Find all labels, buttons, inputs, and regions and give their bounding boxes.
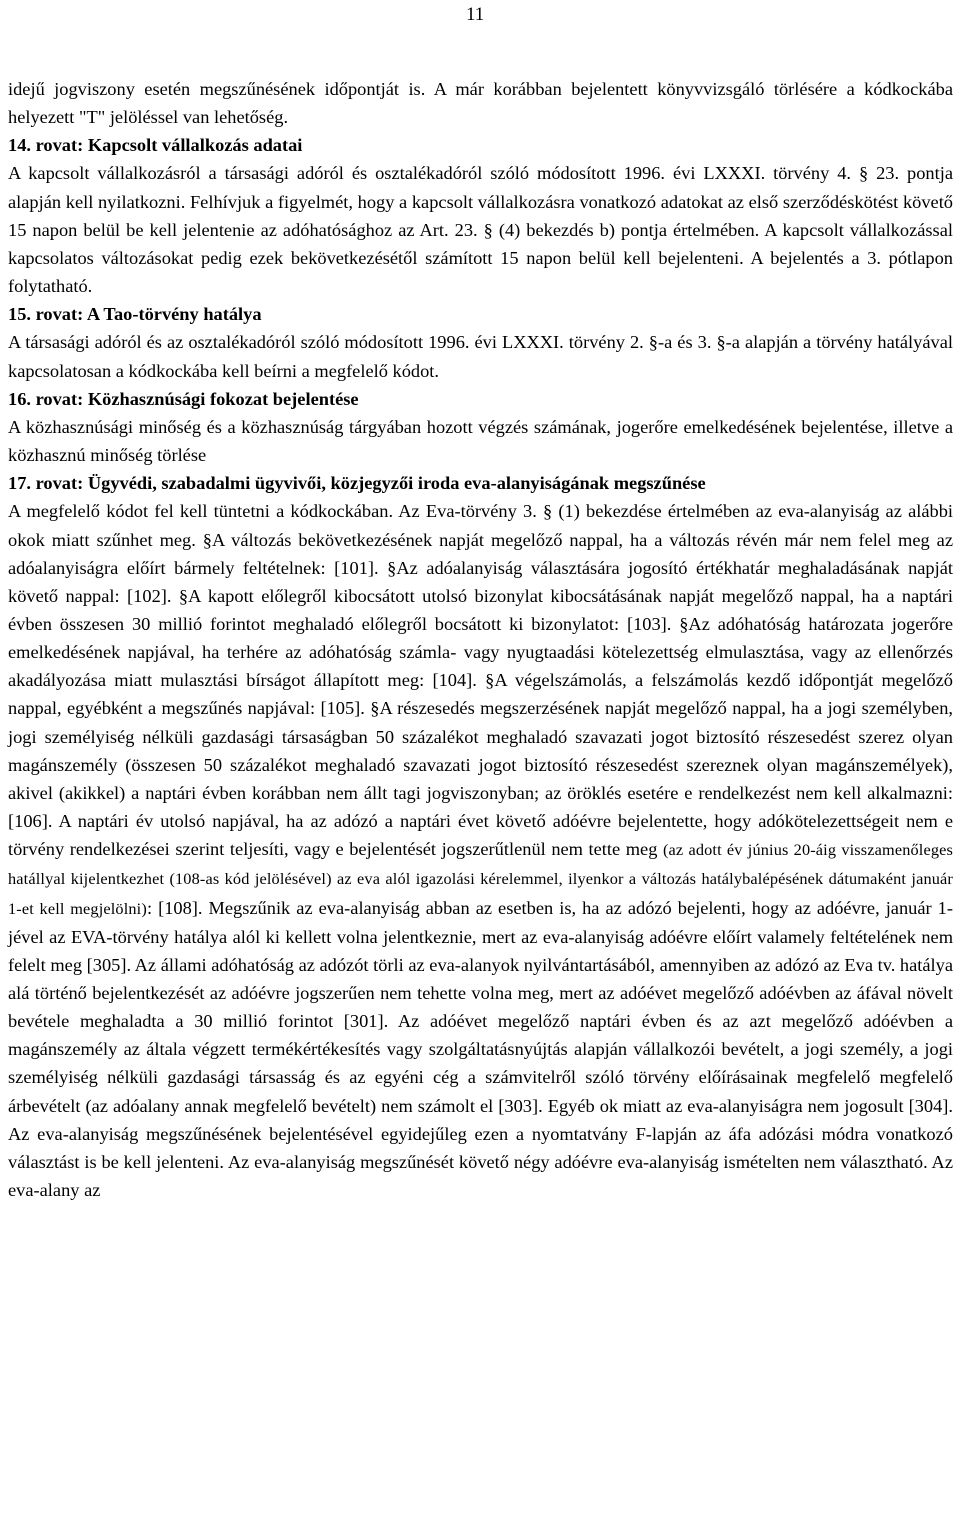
section-body-17-part-1: A megfelelő kódot fel kell tüntetni a kódkockában. Az Eva-törvény 3. § (1) bekezdése értelmében az eva-alanyiság az alábbi okok miatt szűnhet meg. §A változás bekövetkezésének napját megelőző nappal, ha a változás révén már nem felel meg az adóalanyiságra előírt bármely feltételnek: [101]. §Az adóalanyiság választására jogosító értékhatár meghaladásának napját követő nappal: [102]. §A kapott előlegről kibocsátott utolsó bizonylat kibocsátásának napját megelőző nappal, ha a naptári évben összesen 30 millió forintot meghaladó előlegről bocsátott ki bizonylatot: [103]. §Az adóhatóság határozata jogerőre emelkedésének napjával, ha terhére az adóhatóság számla- vagy nyugtaadási kötelezettség elmulasztása, vagy az ellenőrzés akadályozása miatt mulasztási bírságot állapított meg: [104]. §A végelszámolás, a felszámolás kezdő időpontját megelőző nappal, egyébként a megszűnés napjával: [105]. §A részesedés megszerzésének napját megelőző nappal, ha a jogi személyben, jogi személyiség nélküli gazdasági társaságban 50 százalékot meghaladó szavazati jogot biztosító részesedést szerez olyan magánszemély (összesen 50 százalékot meghaladó szavazati jogot biztosító részesedést szereznek olyan magánszemélyek), akivel (akikkel) a naptári évben korábban nem állt tagi jogviszonyban; az öröklés esetére e rendelkezést nem kell alkalmazni: [106]. A naptári év utolsó napjával, ha az adózó a naptári évet követő adóévre bejelentette, hogy adókötelezettségeit nem e törvény rendelkezései szerint teljesíti, vagy e bejelentését jogszerűtlenül nem tette meg <box>8 501 953 860</box>
section-body-14: A kapcsolt vállalkozásról a társasági adóról és osztalékadóról szóló módosított 1996. évi LXXXI. törvény 4. § 23. pontja alapján kell nyilatkozni. Felhívjuk a figyelmét, hogy a kapcsolt vállalkozásra vonatkozó adatokat az első szerződéskötést követő 15 napon belül be kell jelentenie az adóhatósághoz az Art. 23. § (4) bekezdés b) pontja értelmében. A kapcsolt vállalkozással kapcsolatos változásokat pedig ezek bekövetkezésétől számított 15 napon belül kell bejelenteni. A bejelentés a 3. pótlapon folytatható. <box>8 163 953 297</box>
section-heading-14: 14. rovat: Kapcsolt vállalkozás adatai <box>8 135 303 156</box>
section-heading-16: 16. rovat: Közhasznúsági fokozat bejelentése <box>8 388 359 409</box>
section-body-17-part-2: : [108]. Megszűnik az eva-alanyiság abban az esetben is, ha az adózó bejelenti, hogy az adóévre, január 1-jével az EVA-törvény hatálya alól ki kellett volna jelentkeznie, mert az eva-alanyiság adóévre előírt valamely feltételének nem felelt meg [305]. Az állami adóhatóság az adózót törli az eva-alanyok nyilvántartásából, amennyiben az adózó az Eva tv. hatálya alá történő bejelentkezését az adóévre jogszerűen nem tehette volna meg, mert az adóévet megelőző adóévben az áfával növelt bevétele meghaladta a 30 millió forintot [301]. Az adóévet megelőző naptári évben és az azt megelőző adóévben a magánszemély az általa végzett termékértékesítés vagy szolgáltatásnyújtás alapján vállalkozói bevételt, a jogi személy, a jogi személyiség nélküli gazdasági társasság és az egyéni cég a számvitelről szóló törvény előírásainak megfelelő megfelelő árbevételt (az adóalany annak megfelelő bevételt) nem számolt el [303]. Egyéb ok miatt az eva-alanyiságra nem jogosult [304]. Az eva-alanyiság megszűnésének bejelentésével egyidejűleg ezen a nyomtatvány F-lapján az áfa adózási módra vonatkozó választást is be kell jelenteni. Az eva-alanyiság megszűnését követő négy adóévre eva-alanyiság ismételten nem választható. Az eva-alany az <box>8 897 954 1201</box>
document-body <box>8 75 953 1204</box>
section-heading-17: 17. rovat: Ügyvédi, szabadalmi ügyvivői, közjegyzői iroda eva-alanyiságának megszűnése <box>8 473 706 494</box>
section-body-15: A társasági adóról és az osztalékadóról szóló módosított 1996. évi LXXXI. törvény 2. §-a és 3. §-a alapján a törvény hatályával kapcsolatosan a kódkockába kell beírni a megfelelő kódot. <box>8 332 953 381</box>
page-number: 11 <box>466 4 485 25</box>
section-body-16: A közhasznúsági minőség és a közhasznúság tárgyában hozott végzés számának, jogerőre emelkedésének bejelentése, illetve a közhasznú minőség törlése <box>8 416 953 466</box>
section-body-17-note: (az adott év június 20-áig visszamenőleges hatállyal kijelentkezhet (108-as kód jelölésével) az eva alól igazolási kérelemmel, ilyenkor a változás hatálybalépésének dátumaként január 1-et kell megjelölni) <box>8 840 953 918</box>
paragraph-continuation: idejű jogviszony esetén megszűnésének időpontját is. A már korábban bejelentett könyvvizsgáló törlésére a kódkockába helyezett "T" jelöléssel van lehetőség. <box>8 79 953 128</box>
section-body-17 <box>8 497 953 1204</box>
section-heading-15: 15. rovat: A Tao-törvény hatálya <box>8 304 262 325</box>
